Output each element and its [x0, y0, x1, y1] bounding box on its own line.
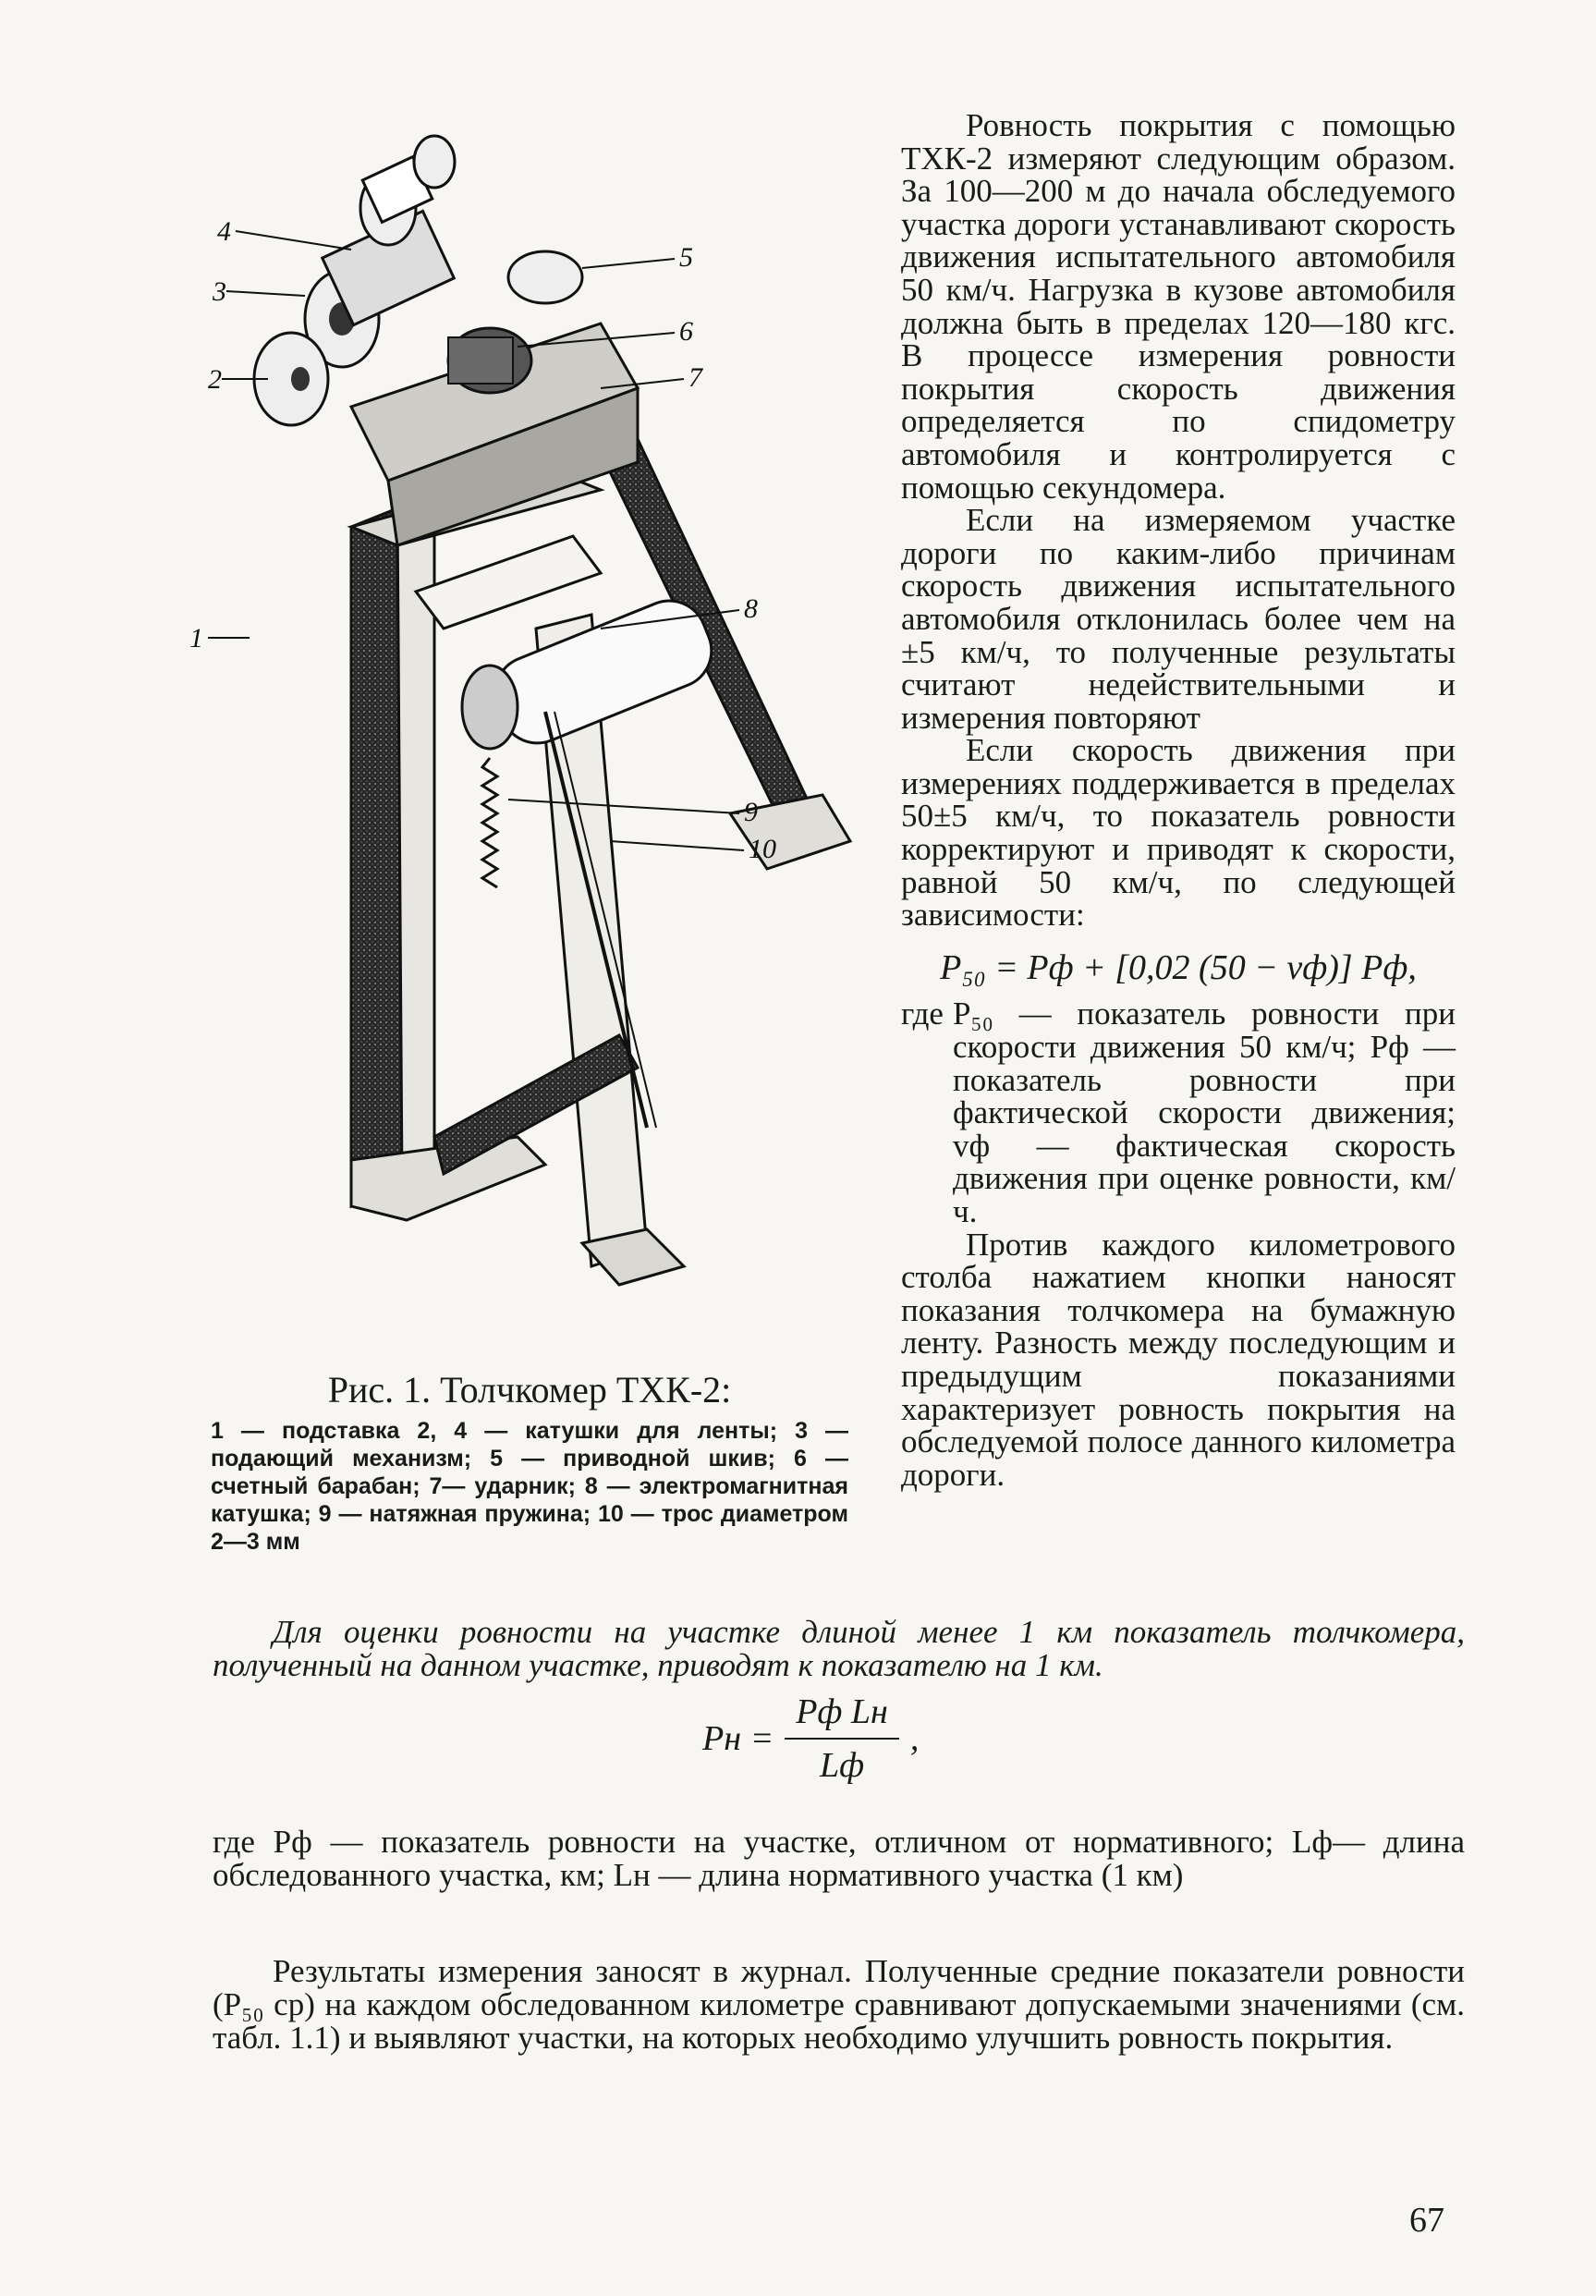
tkhk2-drawing — [189, 111, 878, 1331]
label-6: 6 — [679, 316, 693, 347]
formula-pn-denominator: Lф — [820, 1746, 865, 1785]
caption-title: Рис. 1. Толчкомер ТХК-2: — [327, 1369, 732, 1411]
where-definitions: P₅₀ — показатель ровности при скорости движения 50 км/ч; Pф — показатель ровности при фактической скорости движения; vф — фактическая скорость движения при оценке ровности, км/ч. — [952, 995, 1456, 1229]
pulley-5 — [508, 251, 582, 303]
formula-p50: P₅₀ = Pф + [0,02 (50 − vф)] Pф, — [940, 947, 1417, 987]
figure-tkhk2 — [189, 111, 878, 1331]
right-column — [901, 109, 1456, 1491]
formula-pn-legend-text: где Pф — показатель ровности на участке, отличном от нормативного; Lф— длина обследованного участка, км; Lн — длина нормативного участка (1 км) — [213, 1824, 1465, 1893]
figure-caption — [211, 1368, 848, 1556]
italic-paragraph — [213, 1616, 1465, 1682]
paragraph-4: Против каждого километрового столба нажатием кнопки наносят показания толчкомера на бумажную ленту. Разность между последующим и предыдущим показаниями характеризует ровность покрытия на обследуемой полосе данного километра дороги. — [901, 1226, 1456, 1493]
paragraph-3: Если скорость движения при измерениях поддерживается в пределах 50±5 км/ч, то показатель ровности корректируют и приводят к скорости, равной 50 км/ч, по следующей зависимости: — [901, 732, 1456, 934]
formula-pn-legend — [213, 1826, 1465, 1892]
label-10: 10 — [749, 834, 776, 864]
label-7: 7 — [688, 362, 702, 393]
formula-p50-legend — [901, 997, 1456, 1227]
tension-spring — [482, 758, 497, 887]
label-3: 3 — [213, 276, 226, 307]
paragraph-2: Если на измеряемом участке дороги по каким-либо причинам скорость движения испытательного автомобиля отклонилась более чем на ±5 км/ч, то полученные результаты считают недействительными и измерения повторяют — [901, 502, 1456, 736]
caption-legend: 1 — подставка 2, 4 — катушки для ленты; 3 — подающий механизм; 5 — приводной шкив; 6 — счетный барабан; 7— ударник; 8 — электромагнитная катушка; 9 — натяжная пружина; 10 — трос диаметром 2—3 мм — [211, 1418, 848, 1555]
label-5: 5 — [679, 242, 693, 273]
italic-paragraph-text: Для оценки ровности на участке длиной менее 1 км показатель толчкомера, полученный на данном участке, приводят к показателю на 1 км. — [213, 1614, 1465, 1683]
formula-pn-lhs: Pн = — [702, 1719, 774, 1758]
formula-pn-tail: , — [909, 1719, 920, 1758]
formula-pn — [702, 1691, 919, 1786]
page-number: 67 — [1409, 2201, 1444, 2240]
where-label: где — [901, 995, 944, 1032]
label-1: 1 — [189, 623, 203, 653]
label-2: 2 — [208, 364, 222, 395]
paragraph-1: Ровность покрытия с помощью ТХК-2 измеряют следующим образом. За 100—200 м до начала обследуемого участка дороги устанавливают скорость движения испытательного автомобиля 50 км/ч. Нагрузка в кузове автомобиля должна быть в пределах 120—180 кгс. В процессе измерения ровности покрытия скорость движения определяется по спидометру автомобиля и контролируется с помощью секундомера. — [901, 107, 1456, 506]
label-9: 9 — [744, 797, 758, 827]
label-4: 4 — [217, 216, 231, 247]
results-paragraph-text: Результаты измерения заносят в журнал. Полученные средние показатели ровности (P₅₀ ср) на каждом обследованном километре сравнивают допускаемыми значениями (см. табл. 1.1) и выявляют участки, на которых необходимо улучшить ровность покрытия. — [213, 1953, 1465, 2056]
results-paragraph — [213, 1955, 1465, 2055]
reel-4 — [305, 136, 455, 367]
label-8: 8 — [744, 593, 758, 624]
formula-pn-fraction — [785, 1691, 899, 1786]
formula-pn-numerator: Pф Lн — [785, 1691, 899, 1740]
mechanism-housing — [351, 324, 638, 545]
